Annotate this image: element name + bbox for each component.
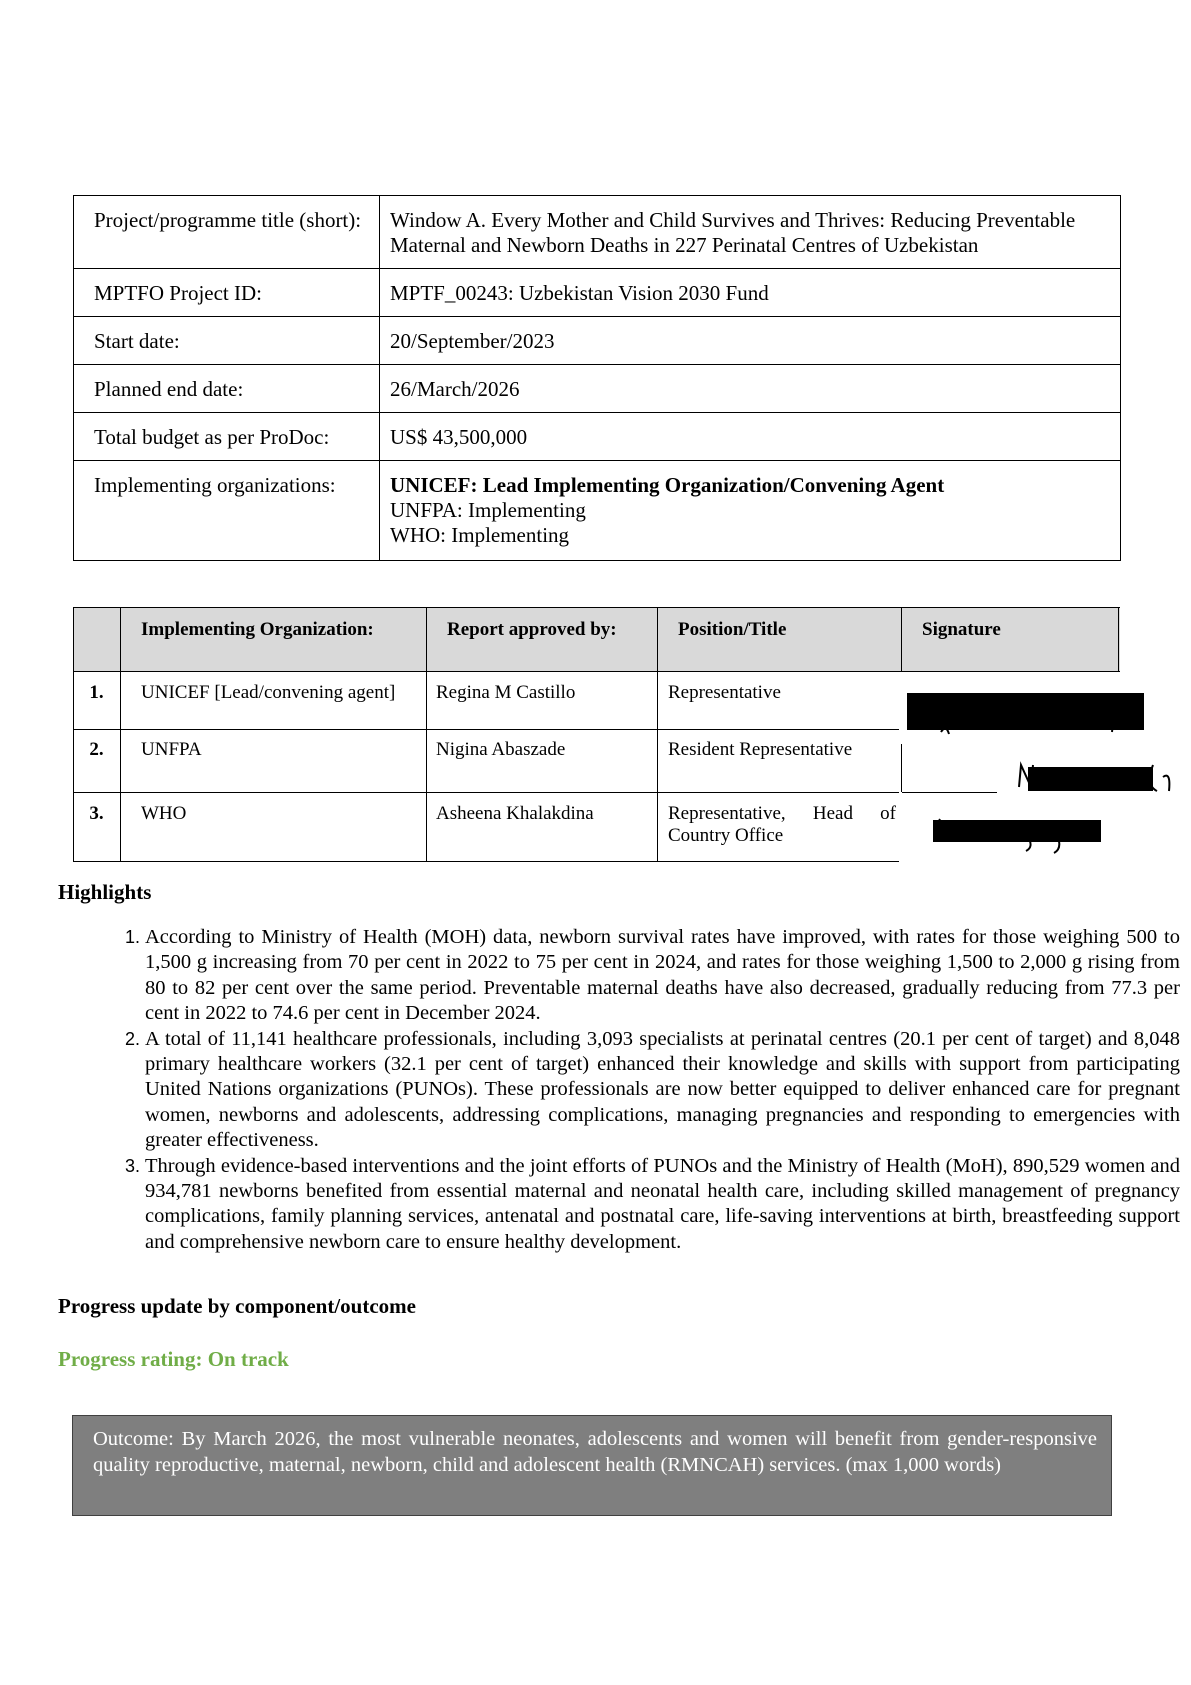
signature-scribble (918, 807, 1118, 857)
info-label: Total budget as per ProDoc: (74, 413, 380, 461)
grid-line (120, 607, 121, 861)
highlight-item: 1. According to Ministry of Health (MOH) data, newborn survival rates have improved, with rates for those weighing 500 to 1,500 g increasing from 70 per cent in 2022 to 75 per cent in 2024, and rates for those weighing 1,500 to 2,000 g rising from 80 to 82 per cent over the same period. Preventable maternal deaths have also decreased, gradually reducing from 77.3 per cent in 2022 to 74.6 per cent in December 2024. (145, 925, 1180, 1027)
info-value: MPTF_00243: Uzbekistan Vision 2030 Fund (380, 269, 1121, 317)
row-position: Representative, Head of Country Office (668, 803, 896, 846)
progress-rating: Progress rating: On track (58, 1347, 289, 1371)
outcome-box: Outcome: By March 2026, the most vulnerable neonates, adolescents and women will benefit from gender-responsive quality reproductive, maternal, newborn, child and adolescent health (RMNCAH) services. (max 1,000 words) (72, 1415, 1112, 1516)
info-value: 26/March/2026 (380, 365, 1121, 413)
grid-line (657, 607, 658, 861)
info-value-orgs (380, 461, 1121, 561)
org-line: WHO: Implementing (390, 523, 570, 547)
row-org: UNICEF [Lead/convening agent] (141, 682, 396, 703)
lead-org: UNICEF: Lead Implementing Organization/Convening Agent (390, 473, 945, 497)
header-org: Implementing Organization: (121, 607, 426, 671)
header-signature: Signature (902, 607, 1120, 671)
row-approved-by: Asheena Khalakdina (436, 803, 594, 824)
info-value: US$ 43,500,000 (380, 413, 1121, 461)
org-line: UNFPA: Implementing (390, 498, 586, 522)
info-row-start (74, 317, 1121, 365)
grid-line (901, 744, 902, 792)
info-value: Window A. Every Mother and Child Survives and Thrives: Reducing Preventable Maternal and Newborn Deaths in 227 Perinatal Centres of Uzbekistan (380, 196, 1121, 269)
info-label: Project/programme title (short): (74, 196, 380, 269)
approval-table (73, 607, 1120, 861)
grid-line (73, 607, 1120, 608)
project-info-table (73, 195, 1121, 561)
highlight-item: 3. Through evidence-based interventions and the joint efforts of PUNOs and the Ministry of Health (MoH), 890,529 women and 934,781 newborns benefited from essential maternal and neonatal health care, including skilled management of pregnancy complications, family planning services, antenatal and postnatal care, life-saving interventions at birth, breastfeeding support and comprehensive newborn care to ensure healthy development. (145, 1154, 1180, 1256)
grid-line (73, 729, 899, 730)
info-row-orgs (74, 461, 1121, 561)
signature-scribble (901, 687, 1161, 747)
info-row-end (74, 365, 1121, 413)
row-number: 1. (89, 682, 104, 703)
row-org: UNFPA (141, 739, 202, 760)
header-approved: Report approved by: (426, 607, 657, 671)
row-org: WHO (141, 803, 187, 824)
header-position: Position/Title (657, 607, 902, 671)
grid-line (902, 792, 997, 793)
progress-heading: Progress update by component/outcome (58, 1294, 416, 1318)
info-label: Start date: (74, 317, 380, 365)
row-position: Representative (668, 682, 781, 703)
highlight-item: 2. A total of 11,141 healthcare professionals, including 3,093 specialists at perinatal centres (20.1 per cent of target) and 8,048 primary healthcare workers (32.1 per cent of target) enhanced their knowledge and skills with support from participating United Nations organizations (PUNOs). These professionals are now better equipped to deliver enhanced care for pregnant women, newborns and adolescents, addressing complications, managing pregnancies and responding to emergencies with greater effectiveness. (145, 1027, 1180, 1154)
info-row-id (74, 269, 1121, 317)
grid-line (73, 671, 1120, 672)
info-label: MPTFO Project ID: (74, 269, 380, 317)
info-value: 20/September/2023 (380, 317, 1121, 365)
signature-scribble (1013, 757, 1173, 802)
row-approved-by: Nigina Abaszade (436, 739, 566, 760)
info-row-budget (74, 413, 1121, 461)
row-number: 3. (89, 803, 104, 824)
grid-line (426, 607, 427, 861)
grid-line (1118, 607, 1119, 671)
highlights-list (100, 925, 1180, 1255)
row-approved-by: Regina M Castillo (436, 682, 576, 703)
info-label: Implementing organizations: (74, 461, 380, 561)
row-position: Resident Representative (668, 739, 853, 760)
info-row-title (74, 196, 1121, 269)
grid-line (73, 861, 899, 862)
grid-line (901, 607, 902, 671)
highlights-heading: Highlights (58, 880, 152, 904)
row-number: 2. (89, 739, 104, 760)
grid-line (73, 792, 899, 793)
info-label: Planned end date: (74, 365, 380, 413)
